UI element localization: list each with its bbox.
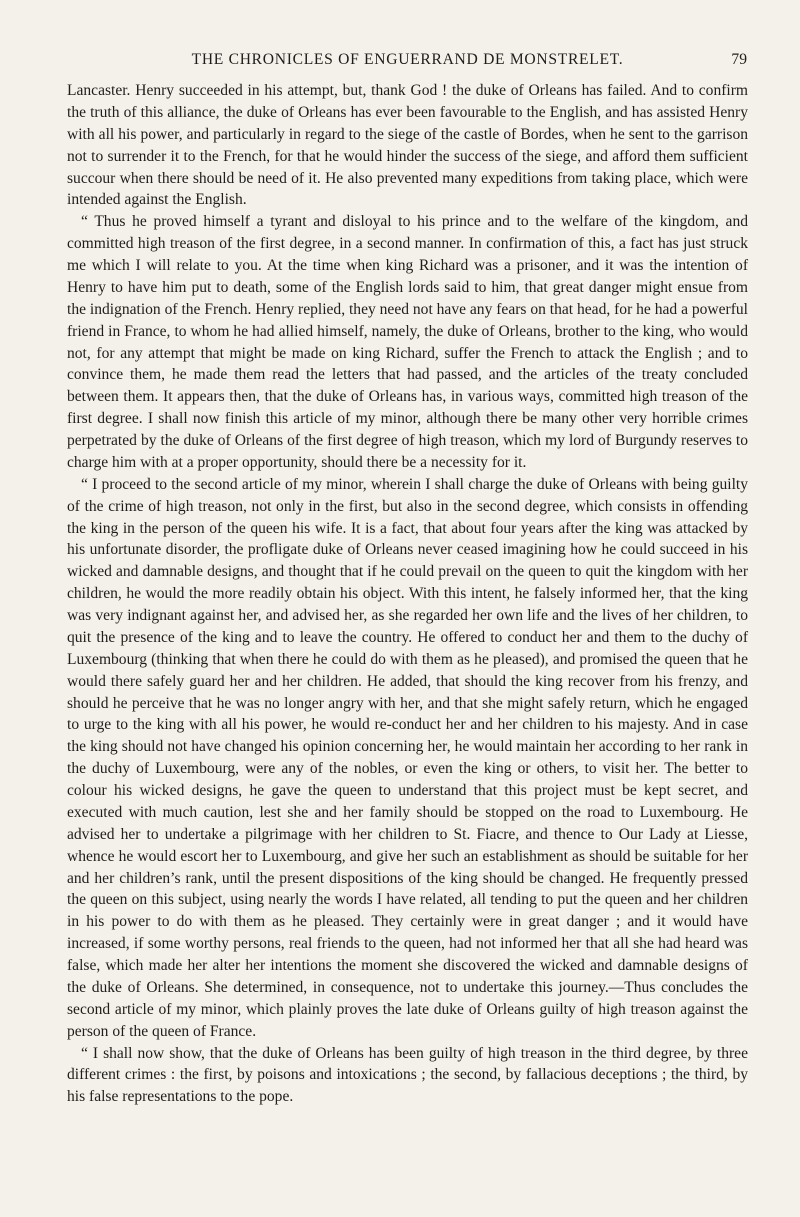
paragraph-3: “ I proceed to the second article of my minor, wherein I shall charge the duke of Orleans with being guilty of the crime of high treason, not only in the first, but also in the second degree, which consists in offending the king in the person of the queen his wife. It is a fact, that about four years after the king was attacked by his unfortunate disorder, the profligate duke of Orleans never ceased imagining how he could succeed in his wicked and damnable designs, and thought that if he could prevail on the queen to quit the kingdom with her children, he would the more readily obtain his object. With this intent, he falsely informed her, that the king was very indignant against her, and advised her, as she regarded her own life and the lives of her children, to quit the presence of the king and to leave the country. He offered to conduct her and them to the duchy of Luxembourg (thinking that when there he could do with them as he pleased), and promised the queen that he would there safely guard her and her children. He added, that should the king recover from his frenzy, and should he perceive that he was no longer angry with her, and that she might safely return, which he engaged to urge to the king with all his power, he would re-conduct her and her children to his majesty. And in case the king should not have changed his opinion concerning her, he would maintain her according to her rank in the duchy of Luxembourg, were any of the nobles, or even the king or others, to visit her. The better to colour his wicked designs, he gave the queen to understand that this project must be kept secret, and executed with much caution, lest she and her family should be stopped on the road to Luxembourg. He advised her to undertake a pilgrimage with her children to St. Fiacre, and thence to Our Lady at Liesse, whence he would escort her to Luxembourg, and give her such an establishment as should be suitable for her and her children’s rank, until the present dispositions of the king should be changed. He frequently pressed the queen on this subject, using nearly the words I have related, all tending to put the queen and her children in his power to do with them as he pleased. They certainly were in great danger ; and it would have increased, if some worthy persons, real friends to the queen, had not informed her that all she had heard was false, which made her alter her intentions the moment she discovered the wicked and damnable designs of the duke of Orleans. She determined, in consequence, not to undertake this journey.—Thus concludes the second article of my minor, which plainly proves the late duke of Orleans guilty of high treason against the person of the queen of France.	[67, 475, 748, 1040]
paragraph-1: Lancaster. Henry succeeded in his attempt, but, thank God ! the duke of Orleans has failed. And to confirm the truth of this alliance, the duke of Orleans has ever been favourable to the English, and has assisted Henry with all his power, and particularly in regard to the siege of the castle of Bordes, when he sent to the garrison not to surrender it to the French, for that he would hinder the success of the siege, and afford them sufficient succour when there should be need of it. He also prevented many expeditions from taking place, which were intended against the English.	[67, 82, 748, 209]
paragraph-4: “ I shall now show, that the duke of Orleans has been guilty of high treason in the third degree, by three different crimes : the first, by poisons and intoxications ; the second, by fallacious deceptions ; the third, by his false representations to the pope.	[67, 1044, 748, 1106]
running-head-title: THE CHRONICLES OF ENGUERRAND DE MONSTRELET.	[191, 51, 624, 68]
body-text	[67, 80, 748, 1108]
paragraph-2: “ Thus he proved himself a tyrant and disloyal to his prince and to the welfare of the kingdom, and committed high treason of the first degree, in a second manner. In confirmation of this, a fact has just struck me which I will relate to you. At the time when king Richard was a prisoner, and it was the intention of Henry to have him put to death, some of the English lords said to him, that great danger might ensue from the indignation of the French. Henry replied, they need not have any fears on that head, for he had a powerful friend in France, to whom he had allied himself, namely, the duke of Orleans, brother to the king, who would not, for any attempt that might be made on king Richard, suffer the French to attack the English ; and to convince them, he made them read the letters that had passed, and the articles of the treaty concluded between them. It appears then, that the duke of Orleans has, in various ways, committed high treason of the first degree. I shall now finish this article of my minor, although there be many other very horrible crimes perpetrated by the duke of Orleans of the first degree of high treason, which my lord of Burgundy reserves to charge him with at a proper opportunity, should there be a necessity for it.	[67, 213, 748, 471]
running-head	[67, 40, 748, 80]
page-number: 79	[731, 51, 747, 68]
